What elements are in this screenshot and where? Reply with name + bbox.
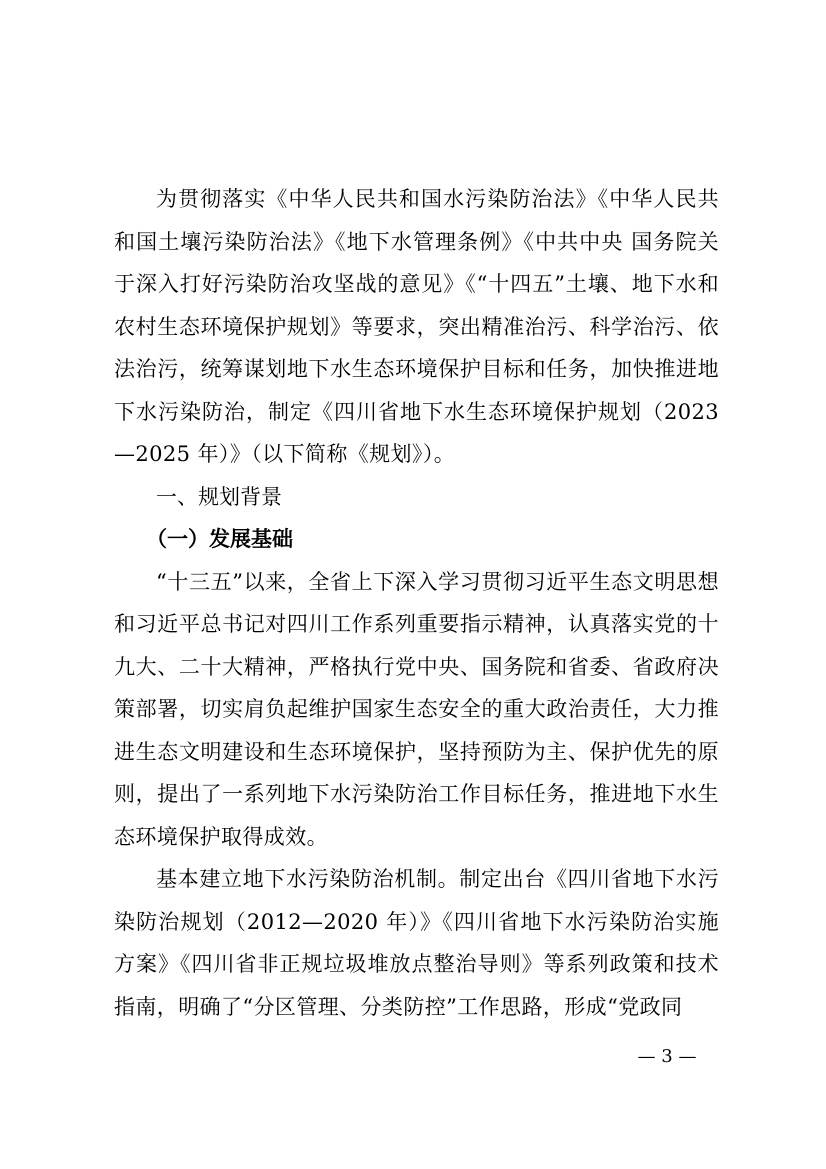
document-body: [114, 178, 719, 1028]
mechanism-paragraph: 基本建立地下水污染防治机制。制定出台《四川省地下水污染防治规划（2012—2020 年）》《四川省地下水污染防治实施方案》《四川省非正规垃圾堆放点整治导则》等系列政策和技术指南，明确了“分区管理、分类防控”工作思路，形成“党政同: [114, 867, 719, 1019]
section-heading: 一、规划背景: [156, 484, 282, 509]
page-number: — 3 —: [637, 1046, 697, 1067]
subsection-heading: （一）发展基础: [146, 526, 293, 551]
background-paragraph: “十三五”以来，全省上下深入学习贯彻习近平生态文明思想和习近平总书记对四川工作系列重要指示精神，认真落实党的十九大、二十大精神，严格执行党中央、国务院和省委、省政府决策部署，切实肩负起维护国家生态安全的重大政治责任，大力推进生态文明建设和生态环境保护，坚持预防为主、保护优先的原则，提出了一系列地下水污染防治工作目标任务，推进地下水生态环境保护取得成效。: [114, 569, 719, 849]
intro-paragraph: 为贯彻落实《中华人民共和国水污染防治法》《中华人民共和国土壤污染防治法》《地下水管理条例》《中共中央 国务院关于深入打好污染防治攻坚战的意见》《“十四五”土壤、地下水和农村生态环境保护规划》等要求，突出精准治污、科学治污、依法治污，统筹谋划地下水生态环境保护目标和任务，加快推进地下水污染防治，制定《四川省地下水生态环境保护规划（2023—2025 年）》（以下简称《规划》）。: [114, 187, 719, 466]
